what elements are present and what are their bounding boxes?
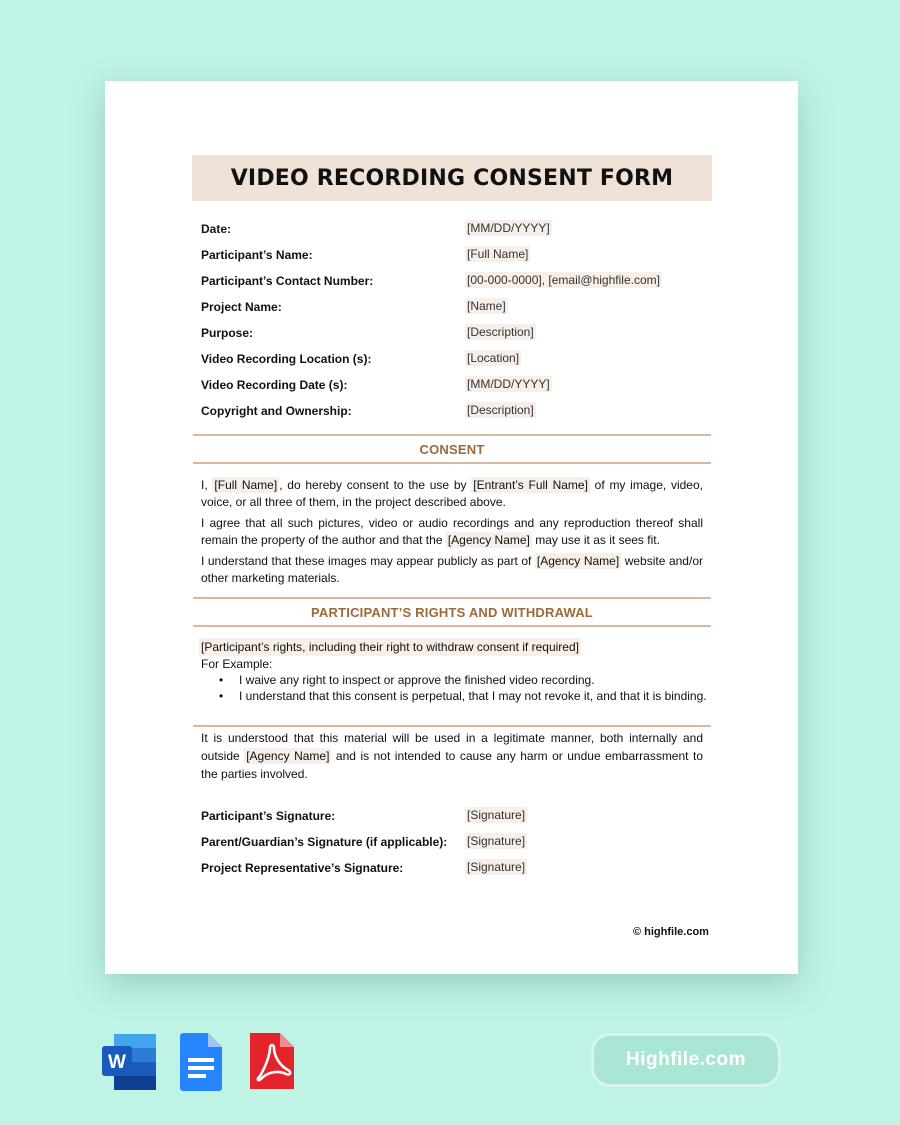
signature-value: [Signature] [467,808,526,822]
text: , do hereby consent to the use by [279,478,472,492]
field-project-name [201,298,711,324]
signature-fields [201,807,711,885]
field-date [201,220,711,246]
field-label: Copyright and Ownership: [201,404,352,418]
field-value: [Location] [467,351,520,365]
placeholder-agency-name: [Agency Name] [447,533,530,547]
field-recording-date [201,376,711,402]
signature-label: Project Representative’s Signature: [201,861,404,875]
consent-paragraph-2 [201,515,703,549]
field-label: Purpose: [201,326,254,340]
field-label: Project Name: [201,300,282,314]
document-page [105,81,798,974]
field-recording-location [201,350,711,376]
document-title: VIDEO RECORDING CONSENT FORM [230,165,674,191]
field-label: Participant’s Name: [201,248,313,262]
field-label: Participant’s Contact Number: [201,274,374,288]
text: may use it as it sees fit. [531,533,660,547]
text: I agree that all such pictures, video or audio recordings and any reproduction thereof shall remain the property of the author and that the [201,516,703,547]
example-label: For Example: [201,657,273,671]
word-icon[interactable] [100,1030,158,1092]
field-copyright-ownership [201,402,711,428]
placeholder-full-name: [Full Name] [214,478,278,492]
text: of my image, video, voice, or all three of them, in the project described above. [201,478,703,509]
field-value: [Description] [467,403,534,417]
text: and is not intended to cause any harm or undue embarrassment to the parties involved. [201,749,704,781]
placeholder-entrant-name: [Entrant’s Full Name] [473,478,588,492]
field-label: Video Recording Location (s): [201,352,372,366]
copyright-notice: © highfile.com [633,926,709,938]
field-label: Date: [201,222,232,236]
rights-bullet-list [217,672,709,704]
field-value: [MM/DD/YYYY] [467,221,550,235]
signature-row-participant [201,807,711,833]
svg-text:W: W [108,1052,126,1073]
consent-paragraph-1 [201,477,703,511]
field-value: [00-000-0000], [email@highfile.com] [467,273,660,287]
rights-heading: PARTICIPANT’S RIGHTS AND WITHDRAWAL [193,597,711,627]
field-value: [Name] [467,299,506,313]
text: I understand that these images may appear publicly as part of [201,554,535,568]
text: website and/or other marketing materials. [201,554,703,585]
consent-paragraph-3 [201,553,703,587]
signature-value: [Signature] [467,834,526,848]
placeholder-agency-name: [Agency Name] [246,749,330,763]
details-fields [201,220,711,428]
field-purpose [201,324,711,350]
pdf-icon[interactable] [244,1030,302,1092]
closing-statement [201,729,703,787]
signature-label: Participant’s Signature: [201,809,336,823]
list-item: • I understand that this consent is perpetual, that I may not revoke it, and that it is binding. [217,688,709,704]
field-value: [Description] [467,325,534,339]
list-item: • I waive any right to inspect or approve the finished video recording. [217,672,709,688]
signature-value: [Signature] [467,860,526,874]
placeholder-agency-name: [Agency Name] [536,554,620,568]
rights-intro: [Participant’s rights, including their right to withdraw consent if required] [201,640,579,654]
consent-heading: CONSENT [193,434,711,464]
field-contact-number [201,272,711,298]
text: It is understood that this material will be used in a legitimate manner, both internally and outside [201,731,703,763]
signature-row-guardian [201,833,711,859]
field-label: Video Recording Date (s): [201,378,348,392]
field-value: [MM/DD/YYYY] [467,377,550,391]
rights-section [199,638,709,704]
google-docs-icon[interactable] [172,1030,230,1092]
field-participant-name [201,246,711,272]
consent-text [201,477,703,591]
signature-label: Parent/Guardian’s Signature (if applicable): [201,835,448,849]
closing-paragraph [201,729,703,783]
text: I, [201,478,213,492]
format-icons [100,1030,302,1092]
signature-row-representative [201,859,711,885]
field-value: [Full Name] [467,247,529,261]
title-band [192,155,712,201]
divider [193,725,711,727]
highfile-badge[interactable]: Highfile.com [594,1036,778,1084]
